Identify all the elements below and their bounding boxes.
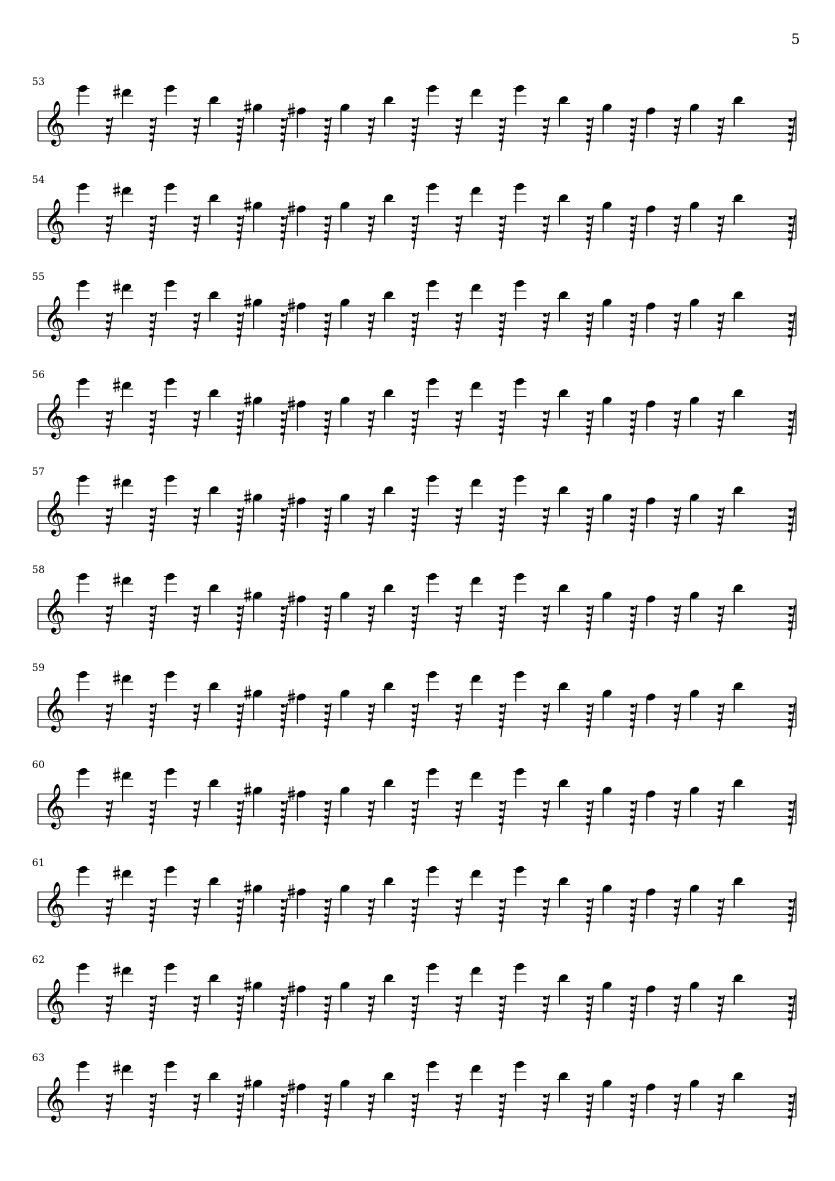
treble-clef-icon: 𝄞 [43,978,66,1023]
sharp-accidental [113,670,120,685]
rest-mark [368,703,375,730]
rest-mark [324,507,331,541]
staff-system [0,467,835,570]
rest-mark [717,703,724,730]
note [113,377,133,412]
rest-mark [149,703,156,737]
note [288,689,307,724]
staff [0,275,835,375]
measure-number: 56 [32,369,45,381]
rest-mark [106,605,113,632]
sharp-accidental [288,1079,295,1094]
staff [0,763,835,863]
note [113,670,133,705]
note [244,1075,263,1110]
rest-mark [586,605,593,639]
note [288,786,307,821]
note [113,865,133,900]
rest-mark [149,605,156,639]
rest-mark [455,605,462,632]
treble-clef-icon: 𝄞 [43,490,66,535]
rest-mark [106,703,113,730]
note [244,587,263,622]
rest-mark [237,215,244,249]
note [470,87,483,119]
rest-mark [630,117,637,151]
rest-mark [193,1093,200,1120]
rest-mark [630,703,637,737]
rest-mark [324,800,331,834]
rest-mark [455,1093,462,1120]
rest-mark [106,898,113,925]
rest-mark [455,800,462,827]
rest-mark [193,410,200,437]
rest-mark [193,605,200,632]
rest-mark [324,1093,331,1127]
note [244,978,263,1013]
treble-clef-icon: 𝄞 [43,393,66,438]
rest-mark [324,898,331,932]
rest-mark [368,117,375,144]
rest-mark [193,703,200,730]
rest-mark [411,703,418,737]
rest-mark [149,312,156,346]
rest-mark [499,605,506,639]
rest-mark [586,1093,593,1127]
rest-mark [788,1093,795,1127]
staff [0,958,835,1058]
rest-mark [368,898,375,925]
treble-clef-icon: 𝄞 [43,588,66,633]
rest-mark [674,703,681,730]
rest-mark [630,995,637,1029]
rest-mark [455,703,462,730]
note [470,478,483,510]
note [113,182,133,217]
note [470,283,483,315]
rest-mark [674,312,681,339]
rest-mark [717,507,724,534]
sharp-accidental [244,392,251,407]
rest-mark [237,703,244,737]
measure-number: 60 [32,760,45,772]
note [288,298,307,333]
sharp-accidental [244,587,251,602]
staff-system [0,369,835,473]
rest-mark [237,995,244,1029]
sharp-accidental [113,279,120,294]
rest-mark [411,507,418,541]
rest-mark [717,410,724,437]
page-number: 5 [791,32,800,48]
rest-mark [411,800,418,834]
rest-mark [586,898,593,932]
rest-mark [543,312,550,339]
rest-mark [630,800,637,834]
rest-mark [788,605,795,639]
rest-mark [788,703,795,737]
sharp-accidental [288,201,295,216]
note [244,685,263,720]
rest-mark [674,995,681,1022]
rest-mark [280,410,287,444]
note [244,392,263,427]
rest-mark [324,117,331,151]
rest-mark [193,117,200,144]
rest-mark [237,312,244,346]
rest-mark [237,605,244,639]
rest-mark [499,507,506,541]
rest-mark [543,898,550,925]
sharp-accidental [113,84,120,99]
rest-mark [193,898,200,925]
sharp-accidental [113,377,120,392]
note [244,197,263,232]
rest-mark [149,117,156,151]
rest-mark [149,410,156,444]
treble-clef-icon: 𝄞 [43,881,66,926]
note [288,884,307,919]
rest-mark [788,800,795,834]
rest-mark [455,215,462,242]
staff [0,861,835,961]
rest-mark [788,117,795,151]
rest-mark [106,507,113,534]
staff-system [0,857,835,961]
rest-mark [630,1093,637,1127]
note [244,99,263,134]
rest-mark [543,703,550,730]
rest-mark [455,312,462,339]
rest-mark [324,605,331,639]
rest-mark [455,898,462,925]
sharp-accidental [113,963,120,978]
rest-mark [586,507,593,541]
sharp-accidental [288,689,295,704]
rest-mark [674,117,681,144]
treble-clef-icon: 𝄞 [43,685,66,730]
measure-number: 53 [32,77,45,88]
rest-mark [543,1093,550,1120]
rest-mark [280,995,287,1029]
note [470,868,483,900]
sharp-accidental [244,880,251,895]
rest-mark [586,410,593,444]
rest-mark [193,312,200,339]
rest-mark [788,312,795,346]
rest-mark [106,1093,113,1120]
rest-mark [106,410,113,437]
rest-mark [543,605,550,632]
rest-mark [630,312,637,346]
sharp-accidental [113,182,120,197]
rest-mark [717,117,724,144]
note [113,963,133,998]
rest-mark [630,215,637,249]
treble-clef-icon: 𝄞 [43,783,66,828]
rest-mark [324,215,331,249]
rest-mark [237,898,244,932]
rest-mark [237,507,244,541]
staff-system [0,272,835,375]
rest-mark [280,605,287,639]
measure-number: 55 [32,272,45,284]
rest-mark [499,703,506,737]
rest-mark [149,507,156,541]
rest-mark [193,507,200,534]
note [470,380,483,412]
rest-mark [237,410,244,444]
treble-clef-icon: 𝄞 [43,197,66,242]
rest-mark [717,995,724,1022]
sharp-accidental [113,572,120,587]
rest-mark [368,312,375,339]
rest-mark [193,800,200,827]
note [244,294,263,329]
rest-mark [411,312,418,346]
rest-mark [543,117,550,144]
rest-mark [674,605,681,632]
rest-mark [717,312,724,339]
rest-mark [149,1093,156,1127]
staff-system [0,174,835,278]
rest-mark [280,507,287,541]
sharp-accidental [288,786,295,801]
rest-mark [499,1093,506,1127]
note [470,185,483,217]
sharp-accidental [113,865,120,880]
rest-mark [411,995,418,1029]
staff [0,470,835,570]
note [288,1079,307,1114]
measure-number: 57 [32,467,45,479]
note [113,572,133,607]
staff-system [0,565,835,668]
staff [0,1056,835,1156]
sharp-accidental [244,197,251,212]
rest-mark [674,1093,681,1120]
rest-mark [106,312,113,339]
rest-mark [280,898,287,932]
rest-mark [149,995,156,1029]
rest-mark [237,117,244,151]
staff [0,666,835,766]
rest-mark [630,898,637,932]
rest-mark [368,410,375,437]
rest-mark [411,410,418,444]
rest-mark [280,312,287,346]
rest-mark [674,215,681,242]
rest-mark [543,995,550,1022]
rest-mark [280,800,287,834]
staff [0,80,835,180]
rest-mark [586,995,593,1029]
note [113,475,133,510]
sharp-accidental [244,782,251,797]
rest-mark [586,312,593,346]
sharp-accidental [288,103,295,118]
rest-mark [106,995,113,1022]
measure-number: 61 [32,857,45,869]
sharp-accidental [113,1060,120,1075]
rest-mark [499,995,506,1029]
rest-mark [411,117,418,151]
rest-mark [674,410,681,437]
rest-mark [788,410,795,444]
staff-system [0,662,835,766]
rest-mark [368,1093,375,1120]
rest-mark [106,215,113,242]
note [113,767,133,802]
rest-mark [586,703,593,737]
note [470,575,483,607]
rest-mark [499,898,506,932]
sharp-accidental [288,981,295,996]
rest-mark [411,898,418,932]
sharp-accidental [244,99,251,114]
rest-mark [193,215,200,242]
staff [0,178,835,278]
rest-mark [455,117,462,144]
rest-mark [788,507,795,541]
rest-mark [586,215,593,249]
note [288,591,307,626]
note [244,880,263,915]
rest-mark [368,215,375,242]
rest-mark [543,410,550,437]
rest-mark [193,995,200,1022]
rest-mark [455,410,462,437]
note [470,673,483,705]
rest-mark [455,507,462,534]
rest-mark [149,800,156,834]
rest-mark [280,703,287,737]
sharp-accidental [113,475,120,490]
rest-mark [543,215,550,242]
rest-mark [630,605,637,639]
sharp-accidental [288,884,295,899]
rest-mark [237,800,244,834]
measure-number: 58 [32,565,45,576]
sharp-accidental [244,1075,251,1090]
rest-mark [106,117,113,144]
staff-system [0,77,835,180]
rest-mark [788,898,795,932]
rest-mark [586,117,593,151]
staff-system [0,955,835,1058]
rest-mark [455,995,462,1022]
rest-mark [411,215,418,249]
sharp-accidental [288,591,295,606]
rest-mark [411,605,418,639]
note [113,279,133,314]
rest-mark [717,898,724,925]
rest-mark [106,800,113,827]
note [113,84,133,119]
note [288,493,307,528]
rest-mark [543,507,550,534]
rest-mark [630,507,637,541]
sharp-accidental [244,685,251,700]
measure-number: 62 [32,955,45,967]
measure-number: 54 [32,174,45,186]
rest-mark [324,410,331,444]
rest-mark [674,898,681,925]
staff [0,568,835,668]
sharp-accidental [113,767,120,782]
note [244,490,263,525]
rest-mark [717,1093,724,1120]
rest-mark [674,800,681,827]
rest-mark [674,507,681,534]
sharp-accidental [288,396,295,411]
note [470,966,483,998]
staff-system [0,1053,835,1156]
measure-number: 63 [32,1053,45,1064]
rest-mark [499,215,506,249]
treble-clef-icon: 𝄞 [43,100,66,145]
rest-mark [280,215,287,249]
rest-mark [411,1093,418,1127]
rest-mark [280,117,287,151]
rest-mark [788,995,795,1029]
note [288,396,307,431]
rest-mark [149,898,156,932]
treble-clef-icon: 𝄞 [43,1076,66,1121]
rest-mark [368,605,375,632]
staff-system [0,760,835,863]
rest-mark [324,312,331,346]
note [113,1060,133,1095]
rest-mark [717,215,724,242]
sharp-accidental [244,294,251,309]
note [288,103,307,138]
rest-mark [368,800,375,827]
rest-mark [717,605,724,632]
note [470,1063,483,1095]
measure-number: 59 [32,662,45,674]
rest-mark [630,410,637,444]
rest-mark [149,215,156,249]
note [244,782,263,817]
rest-mark [499,410,506,444]
note [288,981,307,1016]
rest-mark [368,507,375,534]
rest-mark [499,117,506,151]
staff [0,373,835,473]
sharp-accidental [288,298,295,313]
rest-mark [237,1093,244,1127]
rest-mark [368,995,375,1022]
rest-mark [788,215,795,249]
rest-mark [543,800,550,827]
rest-mark [717,800,724,827]
sharp-accidental [244,978,251,993]
rest-mark [324,703,331,737]
rest-mark [280,1093,287,1127]
rest-mark [499,800,506,834]
note [288,201,307,236]
sharp-accidental [244,490,251,505]
rest-mark [324,995,331,1029]
note [470,771,483,803]
sharp-accidental [288,493,295,508]
treble-clef-icon: 𝄞 [43,295,66,340]
rest-mark [499,312,506,346]
rest-mark [586,800,593,834]
